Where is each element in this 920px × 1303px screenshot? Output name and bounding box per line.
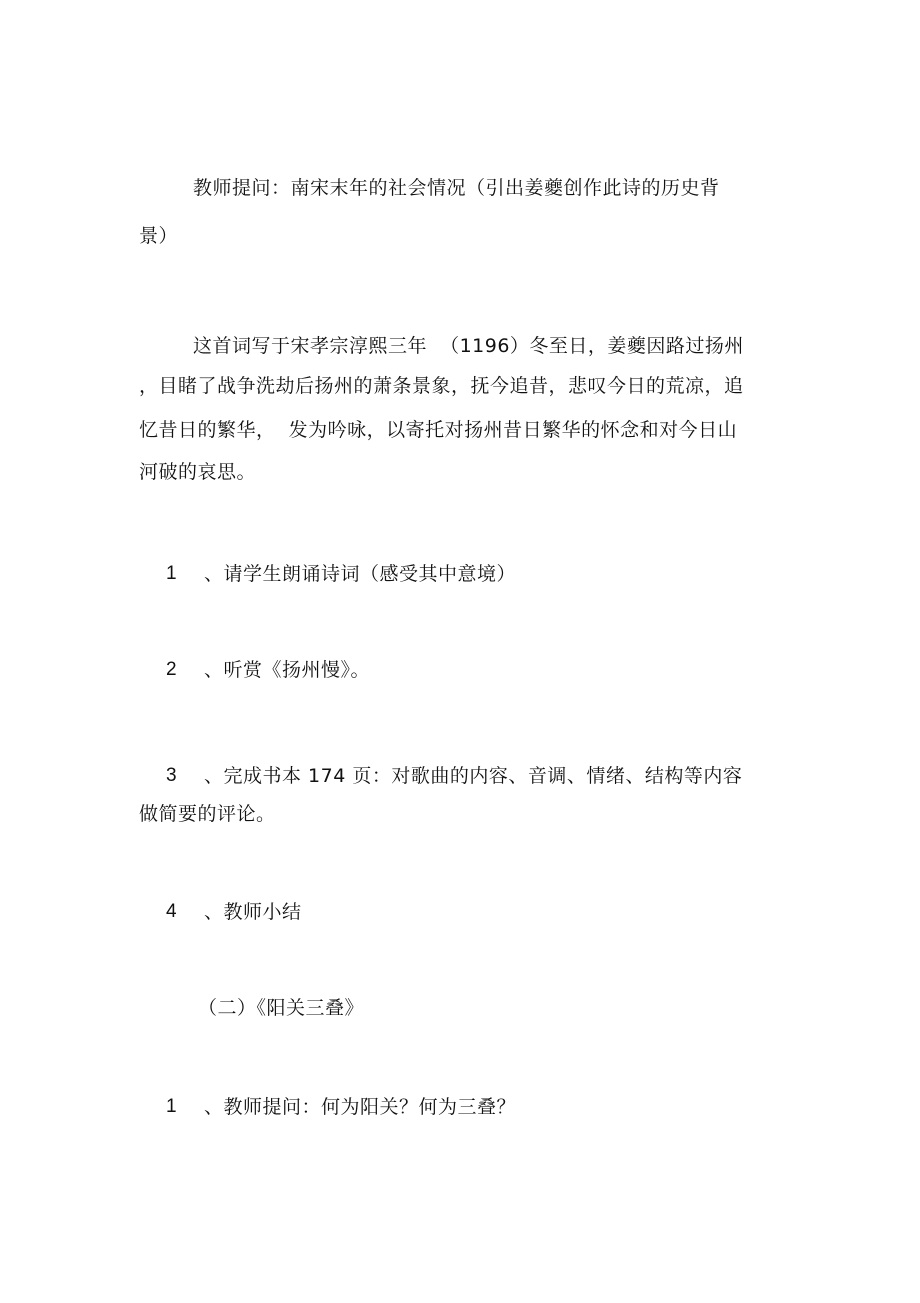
paragraph-1-line-1: 教师提问：南宋末年的社会情况（引出姜夔创作此诗的历史背 bbox=[193, 177, 720, 199]
list-item-3-text: 、完成书本 174 页：对歌曲的内容、音调、情绪、结构等内容 bbox=[204, 765, 743, 787]
list-item-1-number: 1 bbox=[166, 563, 177, 584]
paragraph-2-line-4: 河破的哀思。 bbox=[139, 461, 257, 483]
paragraph-2-line-1: 这首词写于宋孝宗淳熙三年 （1196）冬至日，姜夔因路过扬州 bbox=[193, 335, 744, 357]
list-item-3-number: 3 bbox=[166, 765, 177, 786]
section-2-item-1-text: 、教师提问：何为阳关？何为三叠？ bbox=[204, 1096, 517, 1118]
list-item-2-text: 、听赏《扬州慢》。 bbox=[204, 659, 371, 681]
paragraph-1-line-2: 景） bbox=[139, 225, 179, 247]
list-item-3-continuation: 做简要的评论。 bbox=[139, 803, 276, 825]
section-heading-2: （二）《阳关三叠》 bbox=[198, 997, 365, 1019]
list-item-4-number: 4 bbox=[166, 901, 177, 922]
paragraph-2-line-2: ，目睹了战争洗劫后扬州的萧条景象，抚今追昔，悲叹今日的荒凉，追 bbox=[139, 375, 744, 397]
list-item-4-text: 、教师小结 bbox=[204, 901, 302, 923]
list-item-2-number: 2 bbox=[166, 659, 177, 680]
paragraph-2-line-3: 忆昔日的繁华， 发为吟咏，以寄托对扬州昔日繁华的怀念和对今日山 bbox=[139, 419, 738, 441]
section-2-item-1-number: 1 bbox=[166, 1096, 177, 1117]
list-item-1-text: 、请学生朗诵诗词（感受其中意境） bbox=[204, 563, 517, 585]
